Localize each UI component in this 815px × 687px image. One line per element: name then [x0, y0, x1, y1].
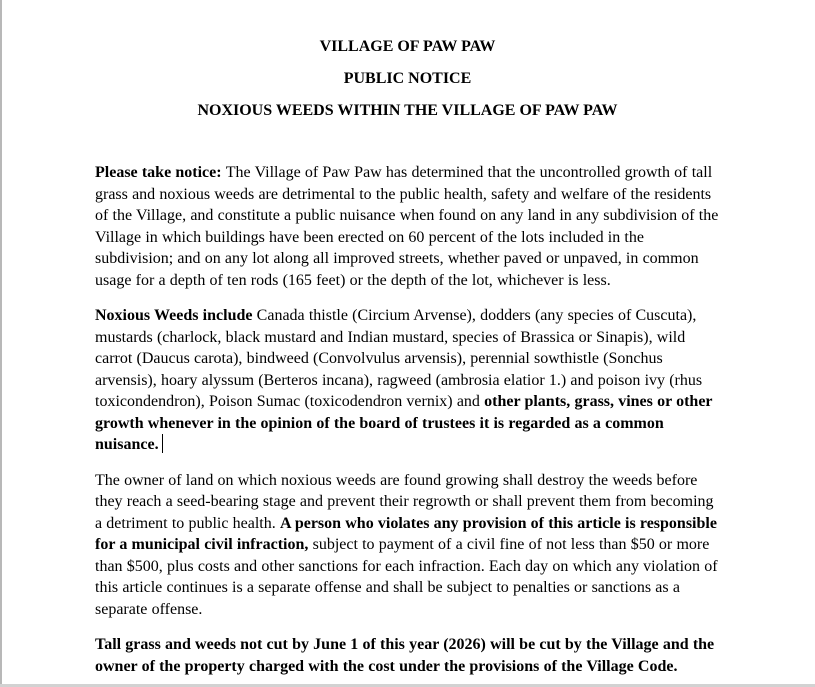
paragraph[interactable]: [95, 162, 722, 291]
bold-text-run: Please take notice:: [95, 164, 226, 181]
bold-text-run: A person who violates any provision of this article is responsible for a municipal civil infraction,: [95, 514, 717, 553]
bold-text-run: other plants, grass, vines or other growth whenever in the opinion of the board of trustees it is regarded as a common nuisance.: [95, 393, 713, 453]
document-header: [0, 0, 815, 121]
text-run: The owner of land on which noxious weeds are found growing shall destroy the weeds before they reach a seed-bearing stage and prevent their regrowth or shall prevent them from becoming a detriment to public health.: [95, 471, 714, 532]
paragraph[interactable]: [95, 470, 722, 621]
text-cursor: [162, 434, 164, 453]
document-body[interactable]: [95, 132, 722, 677]
heading-public-notice: PUBLIC NOTICE: [343, 70, 472, 87]
bold-text-run: Tall grass and weeds not cut by June 1 of this year (2026) will be cut by the Village and the owner of the property charged with the cost under the provisions of the Village Code.: [95, 636, 715, 675]
heading-noxious-weeds: NOXIOUS WEEDS WITHIN THE VILLAGE OF PAW PAW: [197, 102, 618, 119]
page-left-edge: [0, 0, 2, 687]
text-run: The Village of Paw Paw has determined that the uncontrolled growth of tall grass and noxious weeds are detrimental to the public health, safety and welfare of the residents of the Village, and constitute a public nuisance when found on any land in any subdivision of the Village in which buildings have been erected on 60 percent of the lots included in the subdivision; and on any lot along all improved streets, whether paved or unpaved, in common usage for a depth of ten rods (165 feet) or the depth of the lot, whichever is less.: [95, 164, 719, 289]
heading-village-of-paw-paw: VILLAGE OF PAW PAW: [319, 38, 496, 55]
text-run: Canada thistle (Circium Arvense), dodders (any species of Cuscuta), mustards (charlock, black mustard and Indian mustard, species of Brassica or Sinapis), wild carrot (Daucus carota), bindweed (Convolvulus arvensis), perennial sowthistle (Sonchus arvensis), hoary alyssum (Berteros incana), ragweed (ambrosia elatior 1.) and poison ivy (rhus toxicondendron), Poison Sumac (toxicodendron vernix) and: [95, 307, 703, 410]
paragraph[interactable]: [95, 305, 722, 456]
bold-text-run: Noxious Weeds include: [95, 307, 257, 324]
paragraph[interactable]: [95, 634, 722, 677]
text-run: subject to payment of a civil fine of not less than $50 or more than $500, plus costs and other sanctions for each infraction. Each day on which any violation of this article continues is a separate offense and shall be subject to penalties or sanctions as a separate offense.: [95, 536, 718, 618]
